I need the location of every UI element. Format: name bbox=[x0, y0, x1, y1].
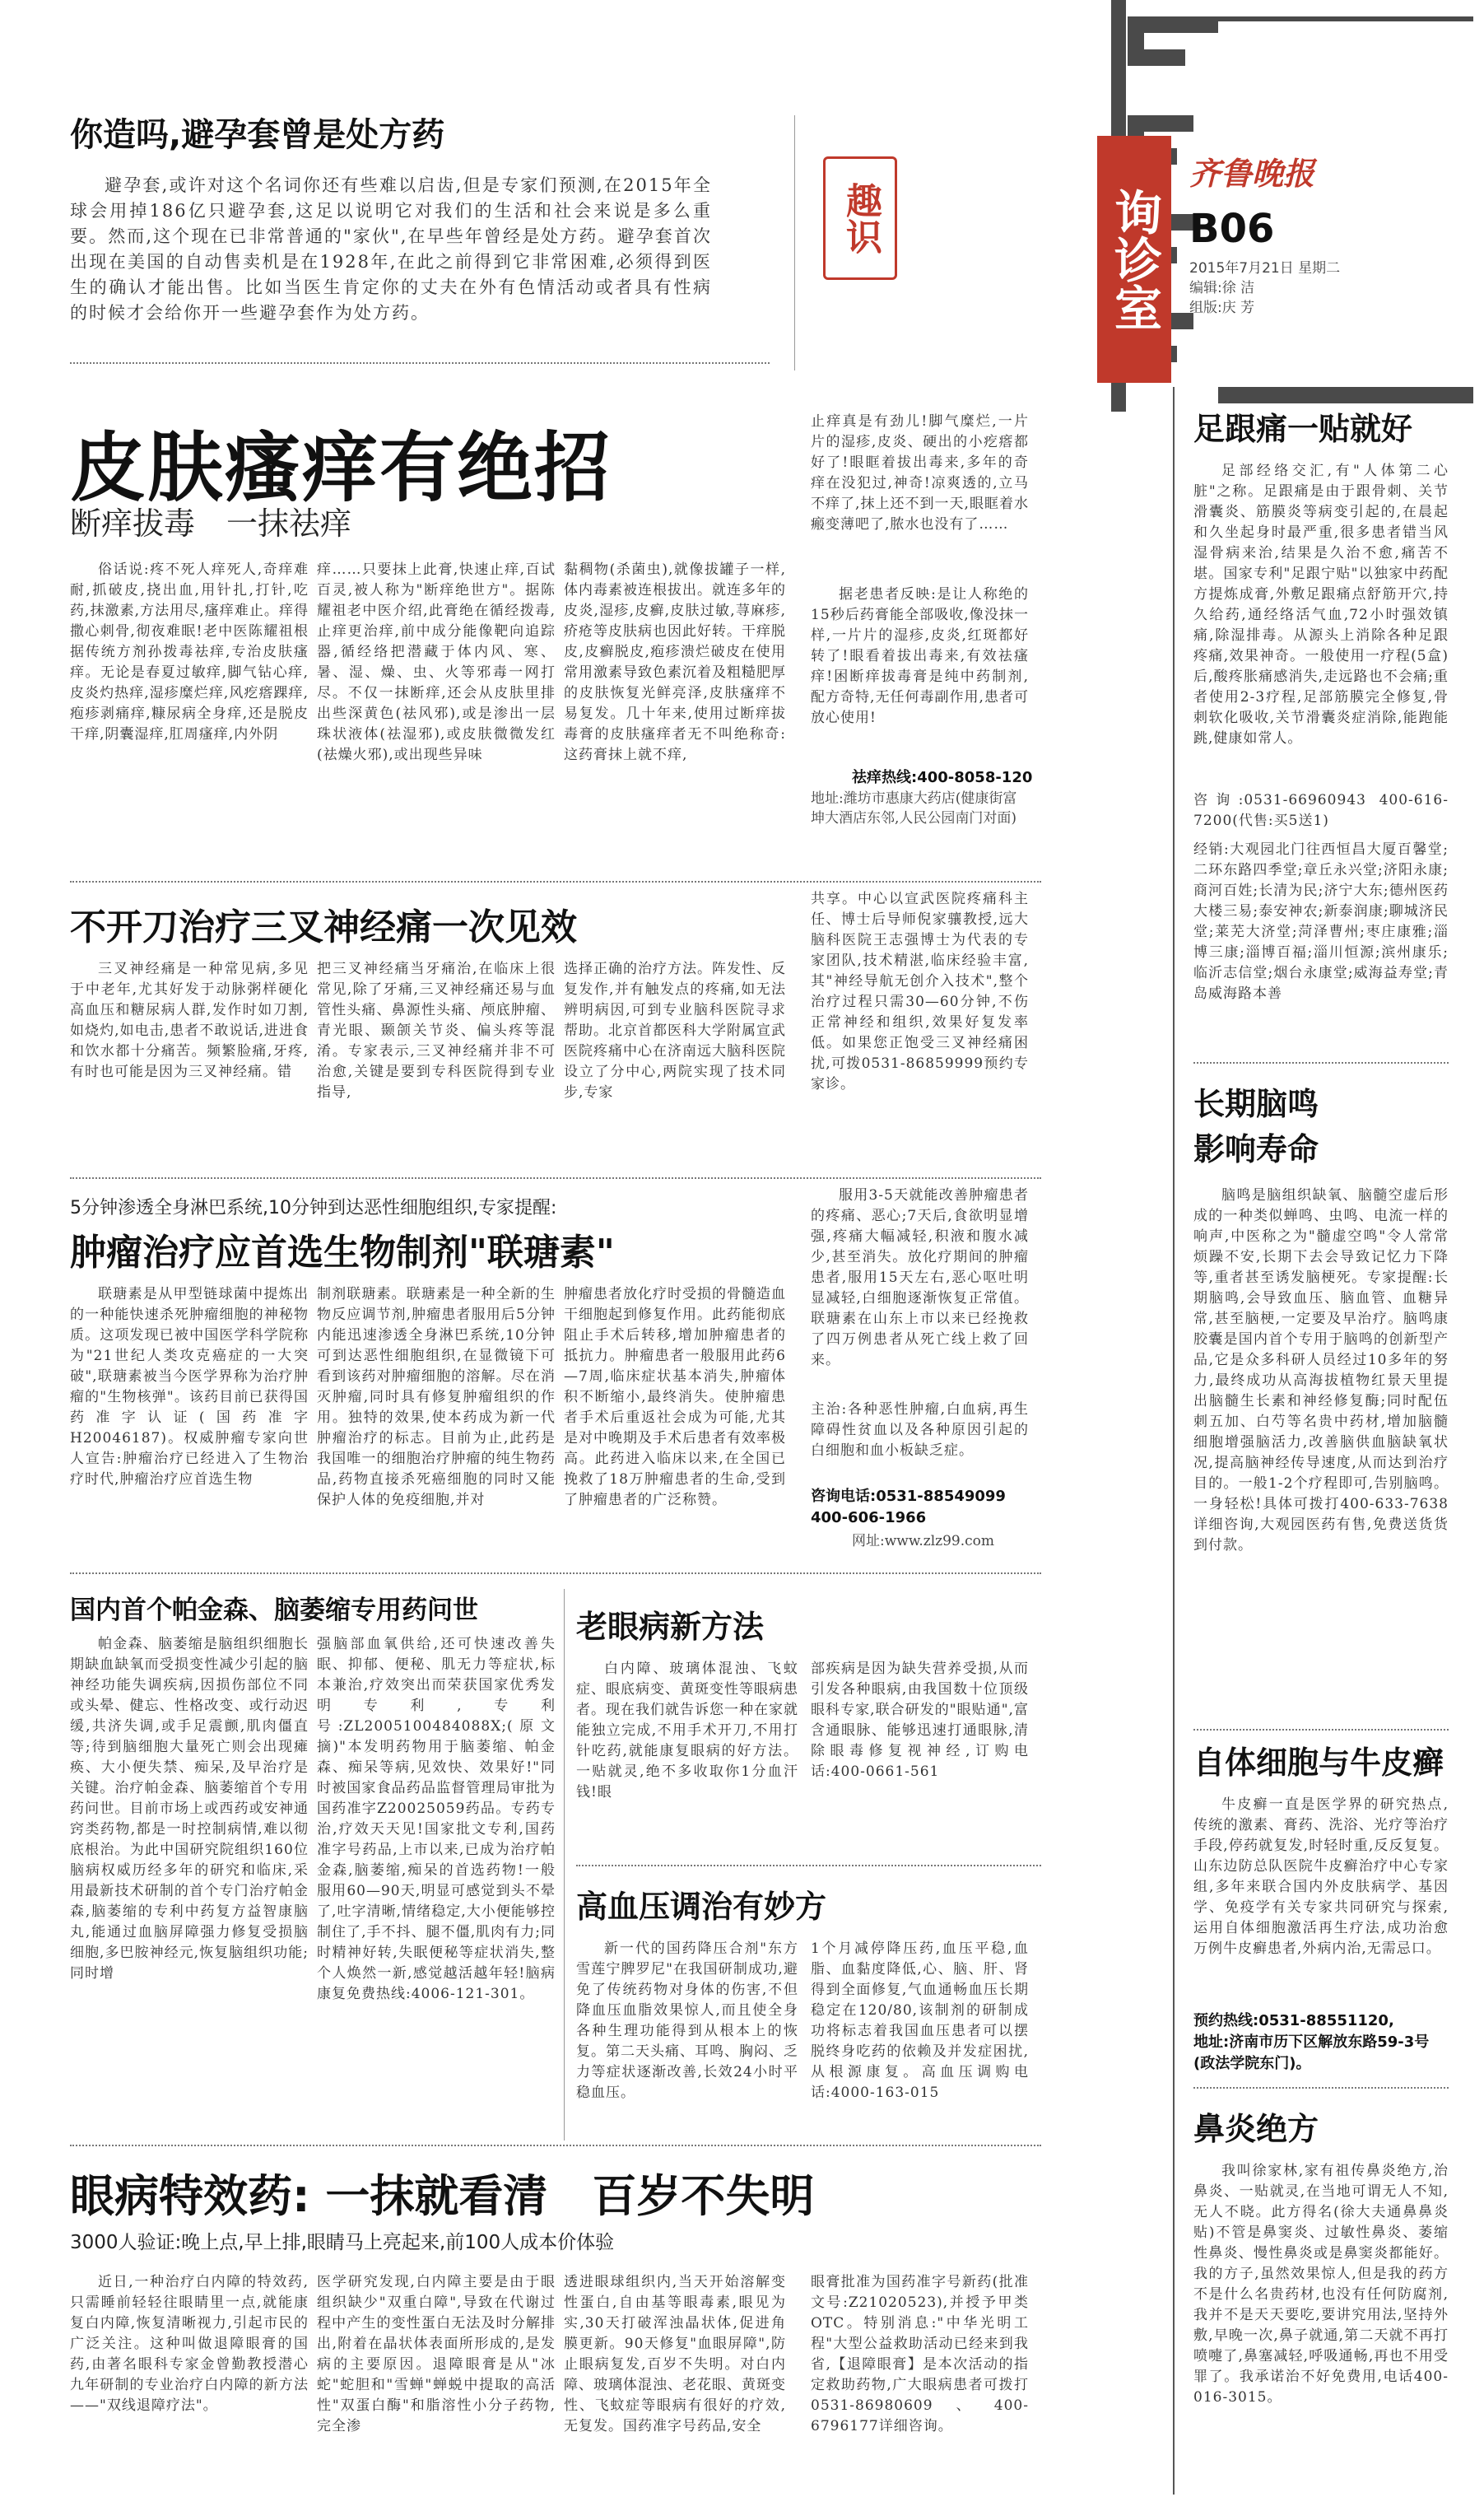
divider bbox=[70, 1177, 1041, 1179]
tumor-indication: 主治:各种恶性肿瘤,白血病,再生障碍性贫血以及各种原因引起的白细胞和血小板缺乏症。 bbox=[811, 1401, 1029, 1459]
skin-col-3: 黏稠物(杀菌虫),就像拔罐子一样,体内毒素被连根拔出。就连多年的皮炎,湿疹,皮癣,皮肤过敏,荨麻疹,疥疮等皮肤病也因此好转。干痒脱皮,皮癣脱皮,疱疹溃烂破皮在使用常用激素导致色素沉着及粗糙肥厚的皮肤恢复光鲜亮泽,皮肤瘙痒不易复发。几十年来,使用过断痒拔毒膏的皮肤瘙痒者无不叫绝称奇:这药膏抹上就不痒, bbox=[564, 561, 786, 763]
condom-body: 避孕套,或许对这个名词你还有些难以启齿,但是专家们预测,在2015年全球会用掉186亿只避孕套,这足以说明它对我们的生活和社会来说是多么重要。然而,这个现在已非常普通的"家伙",在早些年曾经是处方药。避孕套首次出现在美国的自动售卖机是在1928年,在此之前得到它非常困难,必须得到医生的确认才能出售。比如当医生肯定你的丈夫在外有色情活动或者具有性病的时候才会给你开一些避孕套作为处方药。 bbox=[70, 175, 712, 323]
editor: 编辑:徐 洁 bbox=[1189, 280, 1255, 296]
heel-body: 足部经络交汇,有"人体第二心脏"之称。足跟痛是由于跟骨刺、关节滑囊炎、筋膜炎等病变引起的,在晨起和久坐起身时最严重,很多患者错当风湿骨病来治,结果是久治不愈,痛苦不堪。国家专利"足跟宁贴"以独家中药配方提炼成膏,外敷足跟痛点舒筋开穴,持久给药,通经络活气血,72小时强效镇痛,除湿排毒。从源头上消除各种足跟疼痛,效果神奇。一般使用一疗程(5盒)后,酸疼胀痛感消失,走远路也不会痛;重者使用2-3疗程,足部筋膜完全修复,骨刺软化吸收,关节滑囊炎症消除,能跑能跳,健康如常人。 bbox=[1193, 463, 1449, 747]
parkinson-title: 国内首个帕金森、脑萎缩专用药问世 bbox=[70, 1596, 478, 1625]
parkinson-col-1: 帕金森、脑萎缩是脑组织细胞长期缺血缺氧而受损变性减少引起的脑神经功能失调疾病,因损伤部位不同或头晕、健忘、性格改变、或行动迟缓,共济失调,或手足震颤,肌肉僵直等;待到脑细胞大量死亡则会出现瘫痪、大小便失禁、痴呆,及早治疗是关键。治疗帕金森、脑萎缩首个专用药问世。目前市场上或西药或安神通窍类药物,都是一时控制病情,难以彻底根治。为此中国研究院组织160位脑病权威历经多年的研究和临床,采用最新技术研制的首个专门治疗帕金森,脑萎缩的专利中药复方益智康脑丸,能通过血脑屏障强力修复受损脑细胞,多巴胺神经元,恢复脑组织功能;同时增 bbox=[70, 1636, 309, 1982]
skin-title: 皮肤瘙痒有绝招 bbox=[70, 424, 612, 512]
divider bbox=[70, 1572, 1041, 1574]
bp-title: 高血压调治有妙方 bbox=[576, 1889, 827, 1925]
trigeminal-col-4: 共享。中心以宣武医院疼痛科主任、博士后导师倪家骧教授,远大脑科医院王志强博士为代表的专家团队,技术精湛,临床经验丰富,其"神经导航无创介入技术",整个治疗过程只需30—60分钟,不伤正常神经和组织,效果好复发率低。如果您正饱受三叉神经痛困扰,可拨0531-86859999预约专家诊。 bbox=[811, 891, 1029, 1092]
eye-care-col-1: 白内障、玻璃体混浊、飞蚊症、眼底病变、黄斑变性等眼病患者。现在我们就告诉您一种在家就能独立完成,不用手术开刀,不用打针吃药,就能康复眼病的好方法。一贴就灵,绝不多收取你1分血汗钱!眼 bbox=[576, 1661, 798, 1801]
tumor-col-3: 肿瘤患者放化疗时受损的骨髓造血干细胞起到修复作用。此药能彻底阻止手术后转移,增加肿瘤患者的抵抗力。肿瘤患者一般服用此药6—7周,临床症状基本消失,肿瘤体积不断缩小,最终消失。使肿瘤患者手术后重返社会成为可能,尤其是对中晚期及手术后患者有效率极高。此药进入临床以来,在全国已挽救了18万肿瘤患者的生命,受到了肿瘤患者的广泛称赞。 bbox=[564, 1286, 786, 1508]
condom-title: 你造吗,避孕套曾是处方药 bbox=[70, 116, 445, 154]
eye-care-col-2: 部疾病是因为缺失营养受损,从而引发各种眼病,由我国数十位顶级眼科专家,联合研发的"眼贴通",富含通眼脉、能够迅速打通眼脉,清除眼毒修复视神经,订购电话:400-0661-561 bbox=[811, 1661, 1029, 1780]
tinnitus-title-2: 影响寿命 bbox=[1193, 1131, 1319, 1167]
eye-drug-col-1: 近日,一种治疗白内障的特效药,只需睡前轻轻往眼睛里一点,就能康复白内障,恢复清晰视力,引起市民的广泛关注。这种叫做退障眼膏的国药,由著名眼科专家金曾勤教授潜心九年研制的专业治疗白内障的新方法——"双线退障疗法"。 bbox=[70, 2274, 309, 2414]
divider bbox=[1193, 2087, 1449, 2089]
page-code: B06 bbox=[1189, 206, 1275, 252]
stemcell-address: 地址:济南市历下区解放东路59-3号(政法学院东门)。 bbox=[1193, 2033, 1430, 2072]
column-name bbox=[1097, 136, 1171, 383]
tumor-col-2: 制剂联瑭素。联瑭素是一种全新的生物反应调节剂,肿瘤患者服用后5分钟内能迅速渗透全身淋巴系统,10分钟可到达恶性细胞组织,在显微镜下可看到该药对肿瘤细胞的溶解。尽在消灭肿瘤,同时具有修复肿瘤组织的作用。独特的效果,使本药成为新一代肿瘤治疗的标志。目前为止,此药是我国唯一的细胞治疗肿瘤的纯生物药品,药物直接杀死癌细胞的同时又能保护人体的免疫细胞,并对 bbox=[317, 1286, 556, 1508]
bp-col-1: 新一代的国药降压合剂"东方雪莲宁脾罗尼"在我国研制成功,避免了传统药物对身体的伤害,不但降血压血脂效果惊人,而且使全身各种生理功能得到从根本上的恢复。第二天头痛、耳鸣、胸闷、乏力等症状逐渐改善,长效24小时平稳血压。 bbox=[576, 1940, 798, 2101]
heel-outlets: 经销:大观园北门往西恒昌大厦百馨堂;二环东路四季堂;章丘永兴堂;济阳永康;商河百姓;长清为民;济宁大东;德州医药大楼三易;泰安神农;新泰润康;聊城济民堂;莱芜大济堂;菏泽曹州;枣庄康雅;淄博三康;淄博百福;淄川恒源;滨州康乐;临沂志信堂;烟台永康堂;威海益寿堂;青岛威海路本善 bbox=[1193, 841, 1449, 1002]
section-tag bbox=[823, 156, 897, 280]
stemcell-hotline: 预约热线:0531-88551120, bbox=[1193, 2012, 1394, 2029]
skin-col-4b: 据老患者反映:是让人称绝的15秒后药膏能全部吸收,像没抹一样,一片片的湿疹,皮炎,红斑都好转了!眼看着拔出毒来,有效祛瘙痒!困断痒拔毒膏是纯中药制剂,配方奇特,无任何毒副作用,患者可放心使用! bbox=[811, 586, 1029, 726]
divider bbox=[70, 2145, 1041, 2146]
heel-title: 足跟痛一贴就好 bbox=[1193, 411, 1413, 447]
column-name-label: 询诊室 bbox=[1106, 188, 1162, 331]
rhinitis-title: 鼻炎绝方 bbox=[1193, 2111, 1319, 2147]
eye-care-title: 老眼病新方法 bbox=[576, 1609, 765, 1645]
eye-drug-kicker: 3000人验证:晚上点,早上排,眼睛马上亮起来,前100人成本价体验 bbox=[70, 2232, 615, 2253]
issue-date: 2015年7月21日 星期二 bbox=[1189, 260, 1341, 277]
frame-bar bbox=[1218, 16, 1473, 21]
skin-col-1: 俗话说:疼不死人痒死人,奇痒难耐,抓破皮,挠出血,用针扎,打针,吃药,抹激素,方法用尽,瘙痒难止。痒得撒心刺骨,彻夜难眠!老中医陈耀祖根据传统方剂孙拨毒祛痒,专治皮肤瘙痒。无论是春夏过敏痒,脚气钻心痒,皮炎灼热痒,湿疹糜烂痒,风疙瘩踝痒,疱疹剥痛痒,糠尿病全身痒,还是脱皮干痒,阴囊湿痒,肛周瘙痒,内外阴 bbox=[70, 561, 309, 743]
trigeminal-col-2: 把三叉神经痛当牙痛治,在临床上很常见,除了牙痛,三叉神经痛还易与血管性头痛、鼻源性头痛、颅底肿瘤、青光眼、颞颌关节炎、偏头疼等混淆。专家表示,三叉神经痛并非不可治愈,关键是要到专科医院得到专业指导, bbox=[317, 961, 556, 1101]
eye-drug-col-3: 透进眼球组织内,当天开始溶解变性蛋白,自由基等眼毒素,眼见为实,30天打破浑浊晶状体,促进角膜更新。90天修复"血眼屏障",防止眼病复发,百岁不失明。对白内障、玻璃体混浊、老花眼、黄斑变性、飞蚊症等眼病有很好的疗效,无复发。国药准字号药品,安全 bbox=[564, 2274, 786, 2434]
rhinitis-body: 我叫徐家林,家有祖传鼻炎绝方,治鼻炎、一贴就灵,在当地可谓无人不知,无人不晓。此方得名(徐大夫通鼻鼻炎贴)不管是鼻窦炎、过敏性鼻炎、萎缩性鼻炎、慢性鼻炎或是鼻窦炎都能好。我的方子,虽然效果惊人,但是我的药方不是什么名贵药材,也没有任何防腐剂,我并不是天天要吃,要讲究用法,坚持外敷,早晚一次,鼻子就通,第二天就不再打喷嚏了,鼻塞减轻,呼吸通畅,再也不用受罪了。我承诺治不好免费用,电话400-016-3015。 bbox=[1193, 2163, 1449, 2406]
stemcell-body: 牛皮癣一直是医学界的研究热点,传统的激素、膏药、洗浴、光疗等治疗手段,停药就复发,时轻时重,反反复复。山东边防总队医院牛皮癣治疗中心专家组,多年来联合国内外皮肤病学、基因学、免疫学有关专家共同研究与探索,运用自体细胞激活再生疗法,成功治愈万例牛皮癣患者,外病内治,无需忌口。 bbox=[1193, 1796, 1449, 1957]
heel-phone: 咨询:0531-66960943 400-616-7200(代售:买5送1) bbox=[1193, 792, 1449, 829]
eye-drug-col-4: 眼膏批准为国药准字号新药(批准文号:Z21020523),并授予甲类OTC。特别消息:"中华光明工程"大型公益救助活动已经来到我省,【退障眼膏】是本次活动的指定救助药物,广大眼病患者可拨打0531-86980609、400-6796177详细咨询。 bbox=[811, 2274, 1029, 2434]
tumor-kicker: 5分钟渗透全身淋巴系统,10分钟到达恶性细胞组织,专家提醒: bbox=[70, 1198, 557, 1218]
skin-subtitle: 断痒拔毒 一抹祛痒 bbox=[70, 505, 352, 542]
eye-drug-title: 眼病特效药: 一抹就看清 百岁不失明 bbox=[70, 2170, 815, 2222]
divider bbox=[70, 881, 1041, 883]
bp-col-2: 1个月减停降压药,血压平稳,血脂、血黏度降低,心、脑、肝、肾得到全面修复,气血通畅血压长期稳定在120/80,该制剂的研制成功将标志着我国血压患者可以摆脱终身吃药的依赖及并发症困扰,从根源康复。高血压调购电话:4000-163-015 bbox=[811, 1940, 1029, 2101]
eye-drug-col-2: 医学研究发现,白内障主要是由于眼组织缺少"双重白障",导致在代谢过程中产生的变性蛋白无法及时分解排出,附着在晶状体表面所形成的,是发病的主要原因。退障眼膏是从"冰蛇"蛇胆和"雪蝉"蝉蜕中提取的高活性"双蛋白酶"和脂溶性小分子药物,完全渗 bbox=[317, 2274, 556, 2434]
tumor-website: 网址:www.zlz99.com bbox=[852, 1533, 995, 1549]
tumor-col-4: 服用3-5天就能改善肿瘤患者的疼痛、恶心;7天后,食欲明显增强,疼痛大幅减轻,积液和腹水减少,甚至消失。放化疗期间的肿瘤患者,服用15天左右,恶心呕吐明显减轻,白细胞逐渐恢复正常值。联瑭素在山东上市以来已经挽救了四万例患者从死亡线上救了回来。 bbox=[811, 1187, 1029, 1368]
section-tag-label: 趣识 bbox=[840, 182, 882, 254]
divider bbox=[70, 362, 770, 364]
tinnitus-body: 脑鸣是脑组织缺氧、脑髓空虚后形成的一种类似蝉鸣、虫鸣、电流一样的响声,中医称之为"髓虚空鸣"令人常常烦躁不安,长期下去会导致记忆力下降等,重者甚至诱发脑梗死。专家提醒:长期脑鸣,会导致血压、脑血管、血糖异常,甚至脑梗,一定要及早治疗。脑鸣康胶囊是国内首个专用于脑鸣的创新型产品,它是众多科研人员经过10多年的努力,最终成功从高海拔植物红景天里提出脑髓生长素和神经修复酶;同时配伍刺五加、白芍等名贵中药材,增加脑髓细胞增强脑活力,改善脑供血脑缺氧状况,提高脑神经传导速度,从而达到治疗目的。一般1-2个疗程即可,告别脑鸣。一身轻松!具体可拨打400-633-7638详细咨询,大观园医药有售,免费送货货到付款。 bbox=[1193, 1187, 1449, 1554]
tumor-phone: 咨询电话:0531-88549099 400-606-1966 bbox=[811, 1488, 1006, 1526]
divider bbox=[564, 1589, 565, 2141]
frame-pattern bbox=[1128, 16, 1473, 403]
divider bbox=[794, 115, 795, 370]
divider bbox=[1193, 1729, 1449, 1731]
trigeminal-col-1: 三叉神经痛是一种常见病,多见于中老年,尤其好发于动脉粥样硬化高血压和糖尿病人群,发作时如刀割,如烧灼,如电击,患者不敢说话,进进食和饮水都十分痛苦。频繁脸痛,牙疼,有时也可能是因为三叉神经痛。错 bbox=[70, 961, 309, 1080]
layout-credit: 组版:庆 芳 bbox=[1189, 300, 1255, 316]
divider bbox=[576, 1865, 1041, 1866]
trigeminal-col-3: 选择正确的治疗方法。阵发性、反复发作,并有触发点的疼痛,如无法辨明病因,可到专业脑科医院寻求帮助。北京首都医科大学附属宣武医院疼痛中心在济南远大脑科医院设立了分中心,两院实现了技术同步,专家 bbox=[564, 961, 786, 1101]
skin-col-2: 痒……只要抹上此膏,快速止痒,百试百灵,被人称为"断痒绝世方"。据陈耀祖老中医介绍,此膏绝在循经拨毒,止痒更治痒,前中成分能像靶向追踪器,循经络把潜藏于体内风、寒、暑、湿、燥、虫、火等邪毒一网打尽。不仅一抹断痒,还会从皮肤里排出些深黄色(祛风邪),或是渗出一层珠状液体(祛湿邪),或皮肤微微发红(祛燥火邪),或出现些异味 bbox=[317, 561, 556, 763]
tinnitus-title-1: 长期脑鸣 bbox=[1193, 1086, 1319, 1122]
tumor-col-1: 联瑭素是从甲型链球菌中提炼出的一种能快速杀死肿瘤细胞的神秘物质。这项发现已被中国医学科学院称为"21世纪人类攻克癌症的一大突破",联瑭素被当今医学界称为治疗肿瘤的"生物核弹"。该药目前已获得国药准字认证(国药准字H20046187)。权威肿瘤专家向世人宣告:肿瘤治疗已经进入了生物治疗时代,肿瘤治疗应首选生物 bbox=[70, 1286, 309, 1488]
skin-hotline: 祛痒热线:400-8058-120 bbox=[852, 769, 1033, 786]
skin-col-4: 止痒真是有劲儿!脚气糜烂,一片片的湿疹,皮炎、硬出的小疙瘩都好了!眼眶着拔出毒来,多年的奇痒在没犯过,神奇!凉爽透的,立马不痒了,抹上还不到一天,眼眶着水瘢变薄吧了,脓水也没有了…… bbox=[811, 413, 1029, 533]
paper-name: 齐鲁晚报 bbox=[1189, 155, 1315, 192]
divider bbox=[1193, 1062, 1449, 1064]
trigeminal-title: 不开刀治疗三叉神经痛一次见效 bbox=[70, 906, 577, 948]
skin-address: 地址:潍坊市惠康大药店(健康街富坤大酒店东邻,人民公园南门对面) bbox=[811, 790, 1017, 827]
tumor-title: 肿瘤治疗应首选生物制剂"联瑭素" bbox=[70, 1232, 615, 1274]
parkinson-col-2: 强脑部血氧供给,还可快速改善失眠、抑郁、便秘、肌无力等症状,标本兼治,疗效突出而荣获国家优秀发明专利,专利号:ZL2005100484088X;(原文摘)"本发明药物用于脑萎缩、帕金森、痴呆等病,见效快、效果好!"同时被国家食品药品监督管理局审批为国药准字Z20025059药品。专药专治,疗效天天见!国家批文专利,国药准字号药品,上市以来,已成为治疗帕金森,脑萎缩,痴呆的首选药物!一般服用60—90天,明显可感觉到头不晕了,吐字清晰,情绪稳定,大小便能够控制住了,手不抖、腿不僵,肌肉有力;同时精神好转,失眠便秘等症状消失,整个人焕然一新,感觉越活越年轻!脑病康复免费热线:4006-121-301。 bbox=[317, 1636, 556, 2002]
rail-divider bbox=[1173, 387, 1175, 2495]
stemcell-title: 自体细胞与牛皮癣 bbox=[1193, 1745, 1444, 1781]
